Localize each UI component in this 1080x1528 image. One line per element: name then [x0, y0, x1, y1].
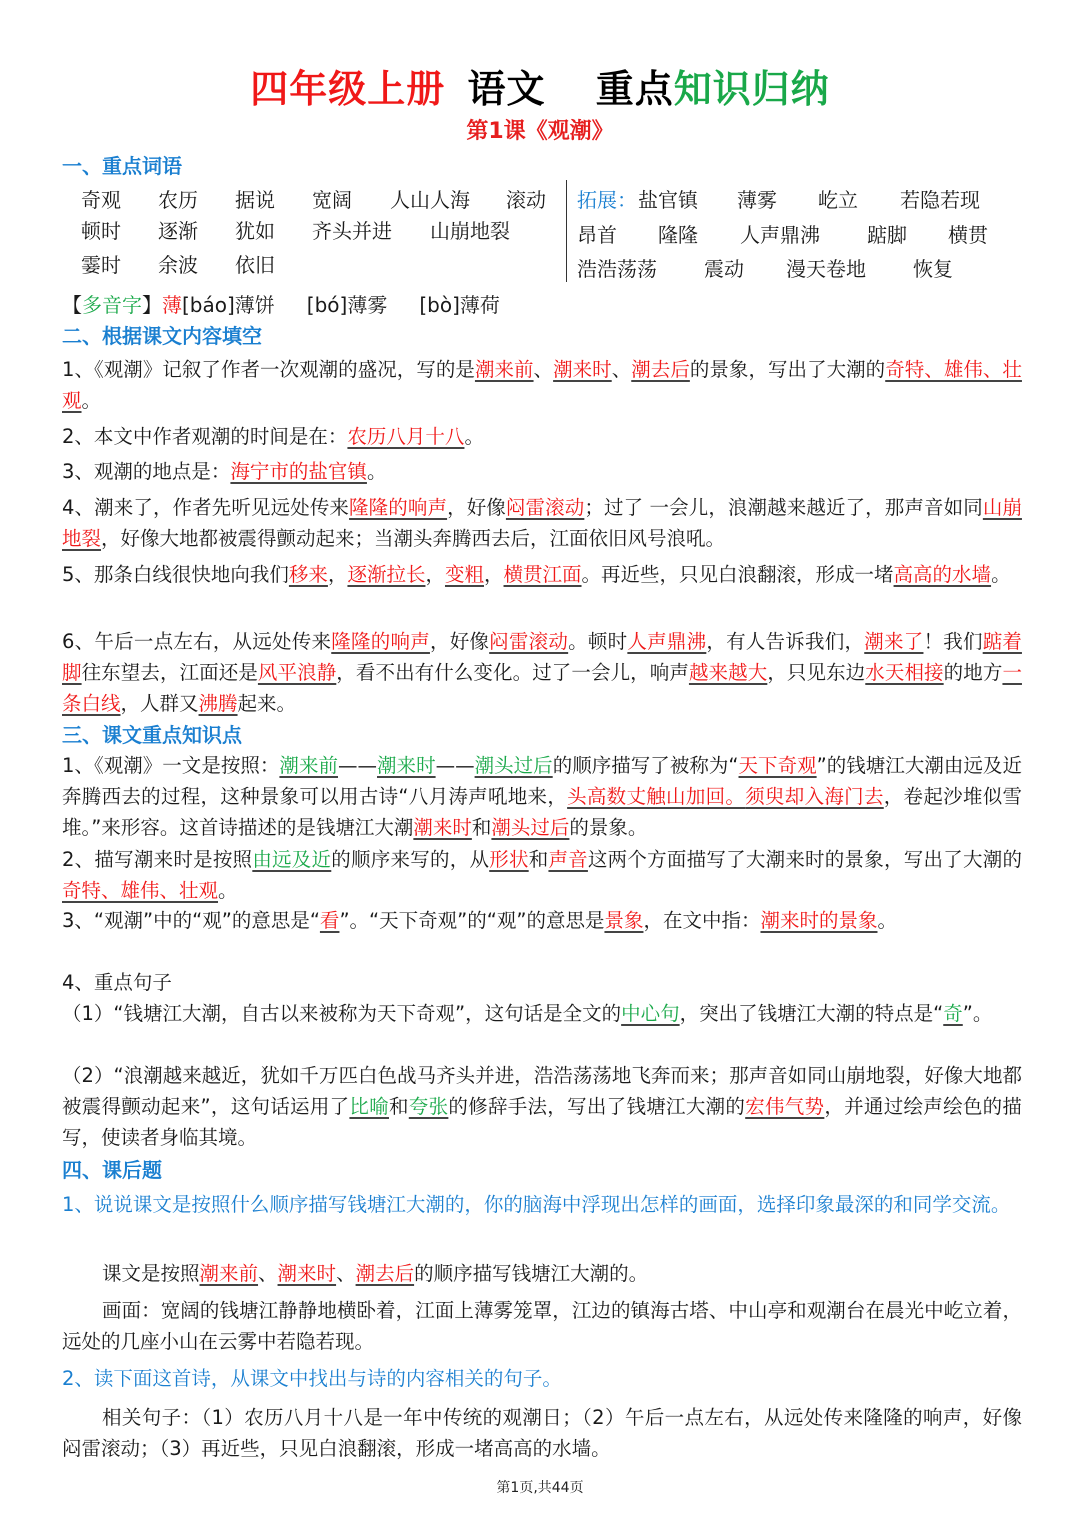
answer-red: 农历八月十八 — [347, 425, 465, 448]
text: 4、重点句子 — [62, 971, 172, 994]
word: 屹立 — [818, 188, 858, 212]
answer-red: 风平浪静 — [257, 661, 337, 684]
exercise-answer-2: 相关句子：（1）农历八月十八是一年中传统的观潮日；（2）午后一点左右，从远处传来隆隆的响声，好像闷雷滚动；（3）再近些，只见白浪翻滚，形成一堵高高的水墙。 — [62, 1406, 1022, 1460]
answer-red: 水天相接 — [865, 661, 944, 684]
answer-red: 移来 — [288, 563, 328, 586]
word: 逐渐 — [158, 219, 198, 243]
text: 。 — [218, 879, 238, 902]
answer-red: 横贯江面 — [503, 563, 582, 586]
text: 1、《观潮》记叙了作者一次观潮的盛况，写的是 — [62, 358, 475, 381]
text: 。顿时 — [568, 630, 628, 653]
answer-red: 声音 — [548, 848, 588, 871]
answer-red: 踮着脚 — [62, 630, 1022, 684]
title-grade: 四年级上册 — [250, 67, 446, 111]
text: 5、那条白线很快地向我们 — [62, 563, 289, 586]
text: 。 — [366, 460, 387, 483]
fill-item-6 — [62, 626, 1022, 719]
text: 。 — [81, 389, 102, 412]
text: ，突出了钱塘江大潮的特点是“ — [679, 1002, 944, 1025]
fill-item-2 — [62, 421, 1022, 452]
word: 薄雾 — [737, 188, 777, 212]
page-title — [0, 66, 1080, 112]
section-heading-exercises: 四、课后题 — [62, 1158, 162, 1182]
text: 这两个方面描写了大潮来时的景象，写出了大潮的 — [587, 848, 1022, 871]
text: 1、《观潮》一文是按照： — [62, 754, 280, 777]
text: 3、“观潮”中的“观”的意思是“ — [62, 909, 320, 932]
text: 和 — [389, 1095, 409, 1118]
bracket-close: 】 — [142, 293, 162, 317]
text: ，好像 — [447, 496, 506, 519]
word: 盐官镇 — [638, 188, 698, 212]
answer-red: 宏伟气势 — [745, 1095, 825, 1118]
text: —— — [338, 754, 377, 777]
answer-red: 景象 — [604, 909, 644, 932]
answer-red: 潮去后 — [355, 1262, 415, 1285]
word: 齐头并进 — [312, 219, 392, 243]
word: 奇观 — [81, 188, 121, 212]
extension-label: 拓展： — [577, 188, 637, 212]
text: ，卷起沙堆似雪堆。”来形容。这首诗描述的是钱塘江大潮 — [62, 785, 1022, 839]
answer-red: 潮来时 — [277, 1262, 337, 1285]
section-heading-key-points: 三、课文重点知识点 — [62, 723, 242, 747]
answer-red: 头高数丈触山加回。 — [567, 785, 746, 808]
text: 。 — [877, 909, 898, 932]
text: ”。“天下奇观”的“观”的意思是 — [339, 909, 605, 932]
answer-green: 潮来前 — [279, 754, 338, 777]
word: 人山人海 — [390, 188, 470, 212]
reading: [bó]薄雾 — [306, 293, 388, 317]
answer-red: 潮头过后 — [491, 816, 570, 839]
answer-green: 潮头过后 — [474, 754, 553, 777]
point-item-1 — [62, 750, 1022, 843]
word: 霎时 — [81, 253, 121, 277]
word: 顿时 — [81, 219, 121, 243]
word: 踮脚 — [867, 223, 907, 247]
text: —— — [435, 754, 475, 777]
answer-red: 一条白线 — [62, 661, 1022, 715]
text: 2、描写潮来时是按照 — [62, 848, 253, 871]
answer-red: 奇特、雄伟、壮观 — [62, 358, 1022, 412]
answer-red: 高高的水墙 — [893, 563, 992, 586]
lesson-title: 第1课《观潮》 — [466, 119, 614, 144]
reading: [báo]薄饼 — [182, 293, 275, 317]
answer-red: 隆隆的响声 — [331, 630, 430, 653]
fill-item-4 — [62, 492, 1022, 554]
answer-red: 山崩地裂 — [62, 496, 1022, 550]
text: 起来。 — [237, 692, 297, 715]
polyphone-char: 薄 — [162, 293, 182, 317]
answer-green: 中心句 — [621, 1002, 680, 1025]
word: 犹如 — [235, 219, 275, 243]
text: 、 — [533, 358, 554, 381]
text: ，在文中指： — [643, 909, 761, 932]
word: 依旧 — [235, 253, 275, 277]
point-item-2 — [62, 844, 1022, 906]
exercise-answer-1 — [62, 1258, 1022, 1289]
text: 往东望去，江面还是 — [81, 661, 258, 684]
answer-red: 潮来了 — [864, 630, 924, 653]
answer-red: 逐渐拉长 — [347, 563, 426, 586]
bracket-open: 【 — [62, 293, 82, 317]
fill-item-5 — [62, 559, 1022, 590]
word: 浩浩荡荡 — [577, 257, 657, 281]
word: 山崩地裂 — [430, 219, 510, 243]
answer-red: 海宁市的盐官镇 — [230, 460, 367, 483]
text: 、 — [611, 358, 632, 381]
text: ， — [484, 563, 504, 586]
word: 余波 — [158, 253, 198, 277]
word: 隆隆 — [658, 223, 698, 247]
text: ”。 — [962, 1002, 993, 1025]
answer-red: 潮来时的景象 — [760, 909, 878, 932]
exercise-question-2: 2、读下面这首诗，从课文中找出与诗的内容相关的句子。 — [62, 1367, 562, 1390]
word: 宽阔 — [312, 188, 352, 212]
text: 和 — [471, 816, 492, 839]
text: ，好像 — [429, 630, 490, 653]
answer-red: 潮来前 — [199, 1262, 259, 1285]
polyphone-line — [62, 290, 500, 320]
text: 的修辞手法，写出了钱塘江大潮的 — [448, 1095, 746, 1118]
text: 和 — [528, 848, 549, 871]
text: 的顺序来写的，从 — [331, 848, 490, 871]
text: 的地方 — [943, 661, 1003, 684]
word: 昂首 — [577, 223, 617, 247]
word: 震动 — [704, 257, 744, 281]
answer-red: 越来越大 — [688, 661, 768, 684]
text: 、 — [336, 1262, 356, 1285]
point-item-3 — [62, 905, 1022, 936]
text: 的景象。 — [569, 816, 648, 839]
answer-red: 潮来时 — [553, 358, 612, 381]
answer-red: 天下奇观 — [738, 754, 817, 777]
answer-red: 须臾却入海门去 — [745, 785, 884, 808]
text: 6、午后一点左右，从远处传来 — [62, 630, 332, 653]
text: 、 — [258, 1262, 278, 1285]
section-heading-fill-blanks: 二、根据课文内容填空 — [62, 324, 262, 348]
polyphone-label: 多音字 — [82, 293, 142, 317]
answer-red: 沸腾 — [198, 692, 238, 715]
text: ”的钱塘江大潮由远及近奔腾西去的过程，这种景象可以用古诗“八月涛声吼地来， — [62, 754, 1022, 808]
answer-green: 奇 — [943, 1002, 963, 1025]
text: 。 — [464, 425, 484, 448]
text: 的顺序描写钱塘江大潮的。 — [414, 1262, 649, 1285]
title-subject: 语文 — [467, 67, 546, 111]
text: 4、潮来了，作者先听见远处传来 — [62, 496, 350, 519]
word: 恢复 — [913, 257, 953, 281]
word: 若隐若现 — [900, 188, 980, 212]
answer-red: 潮来前 — [474, 358, 534, 381]
text: 的顺序描写了被称为“ — [552, 754, 739, 777]
word: 横贯 — [948, 223, 988, 247]
fill-item-1 — [62, 354, 1022, 416]
title-key: 重点 — [595, 67, 674, 111]
text: 。 — [991, 563, 1011, 586]
text: ，人群又 — [120, 692, 199, 715]
text: ；过了 一会儿，浪潮越来越近了，那声音如同 — [584, 496, 983, 519]
text: （2）“浪潮越来越近，犹如千万匹白色战马齐头并进，浩浩荡荡地飞奔而来；那声音如同山崩地裂，好像大地都被震得颤动起来”，这句话运用了 — [62, 1064, 1022, 1118]
text: ，看不出有什么变化。过了一会儿，响声 — [336, 661, 689, 684]
exercise-answer-1-scene: 画面：宽阔的钱塘江静静地横卧着，江面上薄雾笼罩，江边的镇海古塔、中山亭和观潮台在晨光中屹立着，远处的几座小山在云雾中若隐若现。 — [62, 1299, 1022, 1353]
text: 3、观潮的地点是： — [62, 460, 231, 483]
answer-red: 潮来时 — [413, 816, 472, 839]
word: 滚动 — [506, 188, 546, 212]
text: 的景象，写出了大潮的 — [689, 358, 886, 381]
answer-red: 形状 — [489, 848, 529, 871]
answer-green: 比喻 — [349, 1095, 389, 1118]
text: ，只见东边 — [767, 661, 866, 684]
text: ， — [425, 563, 445, 586]
answer-red: 潮去后 — [631, 358, 690, 381]
answer-red: 看 — [319, 909, 340, 932]
answer-red: 闷雷滚动 — [505, 496, 585, 519]
answer-red: 人声鼎沸 — [627, 630, 707, 653]
text: 课文是按照 — [102, 1262, 200, 1285]
answer-green: 潮来时 — [377, 754, 436, 777]
answer-green: 夸张 — [408, 1095, 449, 1118]
point-item-4 — [62, 967, 1022, 998]
title-summary: 知识归纳 — [673, 67, 830, 111]
word: 据说 — [235, 188, 275, 212]
answer-green: 由远及近 — [252, 848, 332, 871]
fill-item-3 — [62, 456, 1022, 487]
text: ，有人告诉我们， — [706, 630, 865, 653]
text: ，并通过绘声绘色的描写，使读者身临其境。 — [62, 1095, 1022, 1149]
answer-red: 奇特、雄伟、壮观 — [62, 879, 219, 902]
page-number: 第1页,共44页 — [496, 1480, 584, 1496]
point-sentence-2 — [62, 1060, 1022, 1153]
column-divider — [566, 180, 567, 282]
word: 农历 — [158, 188, 198, 212]
answer-red: 闷雷滚动 — [489, 630, 569, 653]
answer-red: 隆隆的响声 — [349, 496, 448, 519]
reading: [bò]薄荷 — [419, 293, 500, 317]
word: 漫天卷地 — [786, 257, 866, 281]
word: 人声鼎沸 — [740, 223, 820, 247]
text: ，好像大地都被震得颤动起来；当潮头奔腾西去后，江面依旧风号浪吼。 — [101, 527, 726, 550]
text: 2、本文中作者观潮的时间是在： — [62, 425, 348, 448]
text: ！我们 — [923, 630, 983, 653]
exercise-question-1: 1、说说课文是按照什么顺序描写钱塘江大潮的，你的脑海中浮现出怎样的画面，选择印象最深的和同学交流。 — [62, 1193, 1011, 1216]
text: （1）“钱塘江大潮，自古以来被称为天下奇观”，这句话是全文的 — [62, 1002, 622, 1025]
text: 。再近些，只见白浪翻滚，形成一堵 — [581, 563, 894, 586]
text: ， — [327, 563, 348, 586]
answer-red: 变粗 — [444, 563, 484, 586]
point-sentence-1 — [62, 998, 1022, 1029]
section-heading-key-words: 一、重点词语 — [62, 154, 182, 178]
